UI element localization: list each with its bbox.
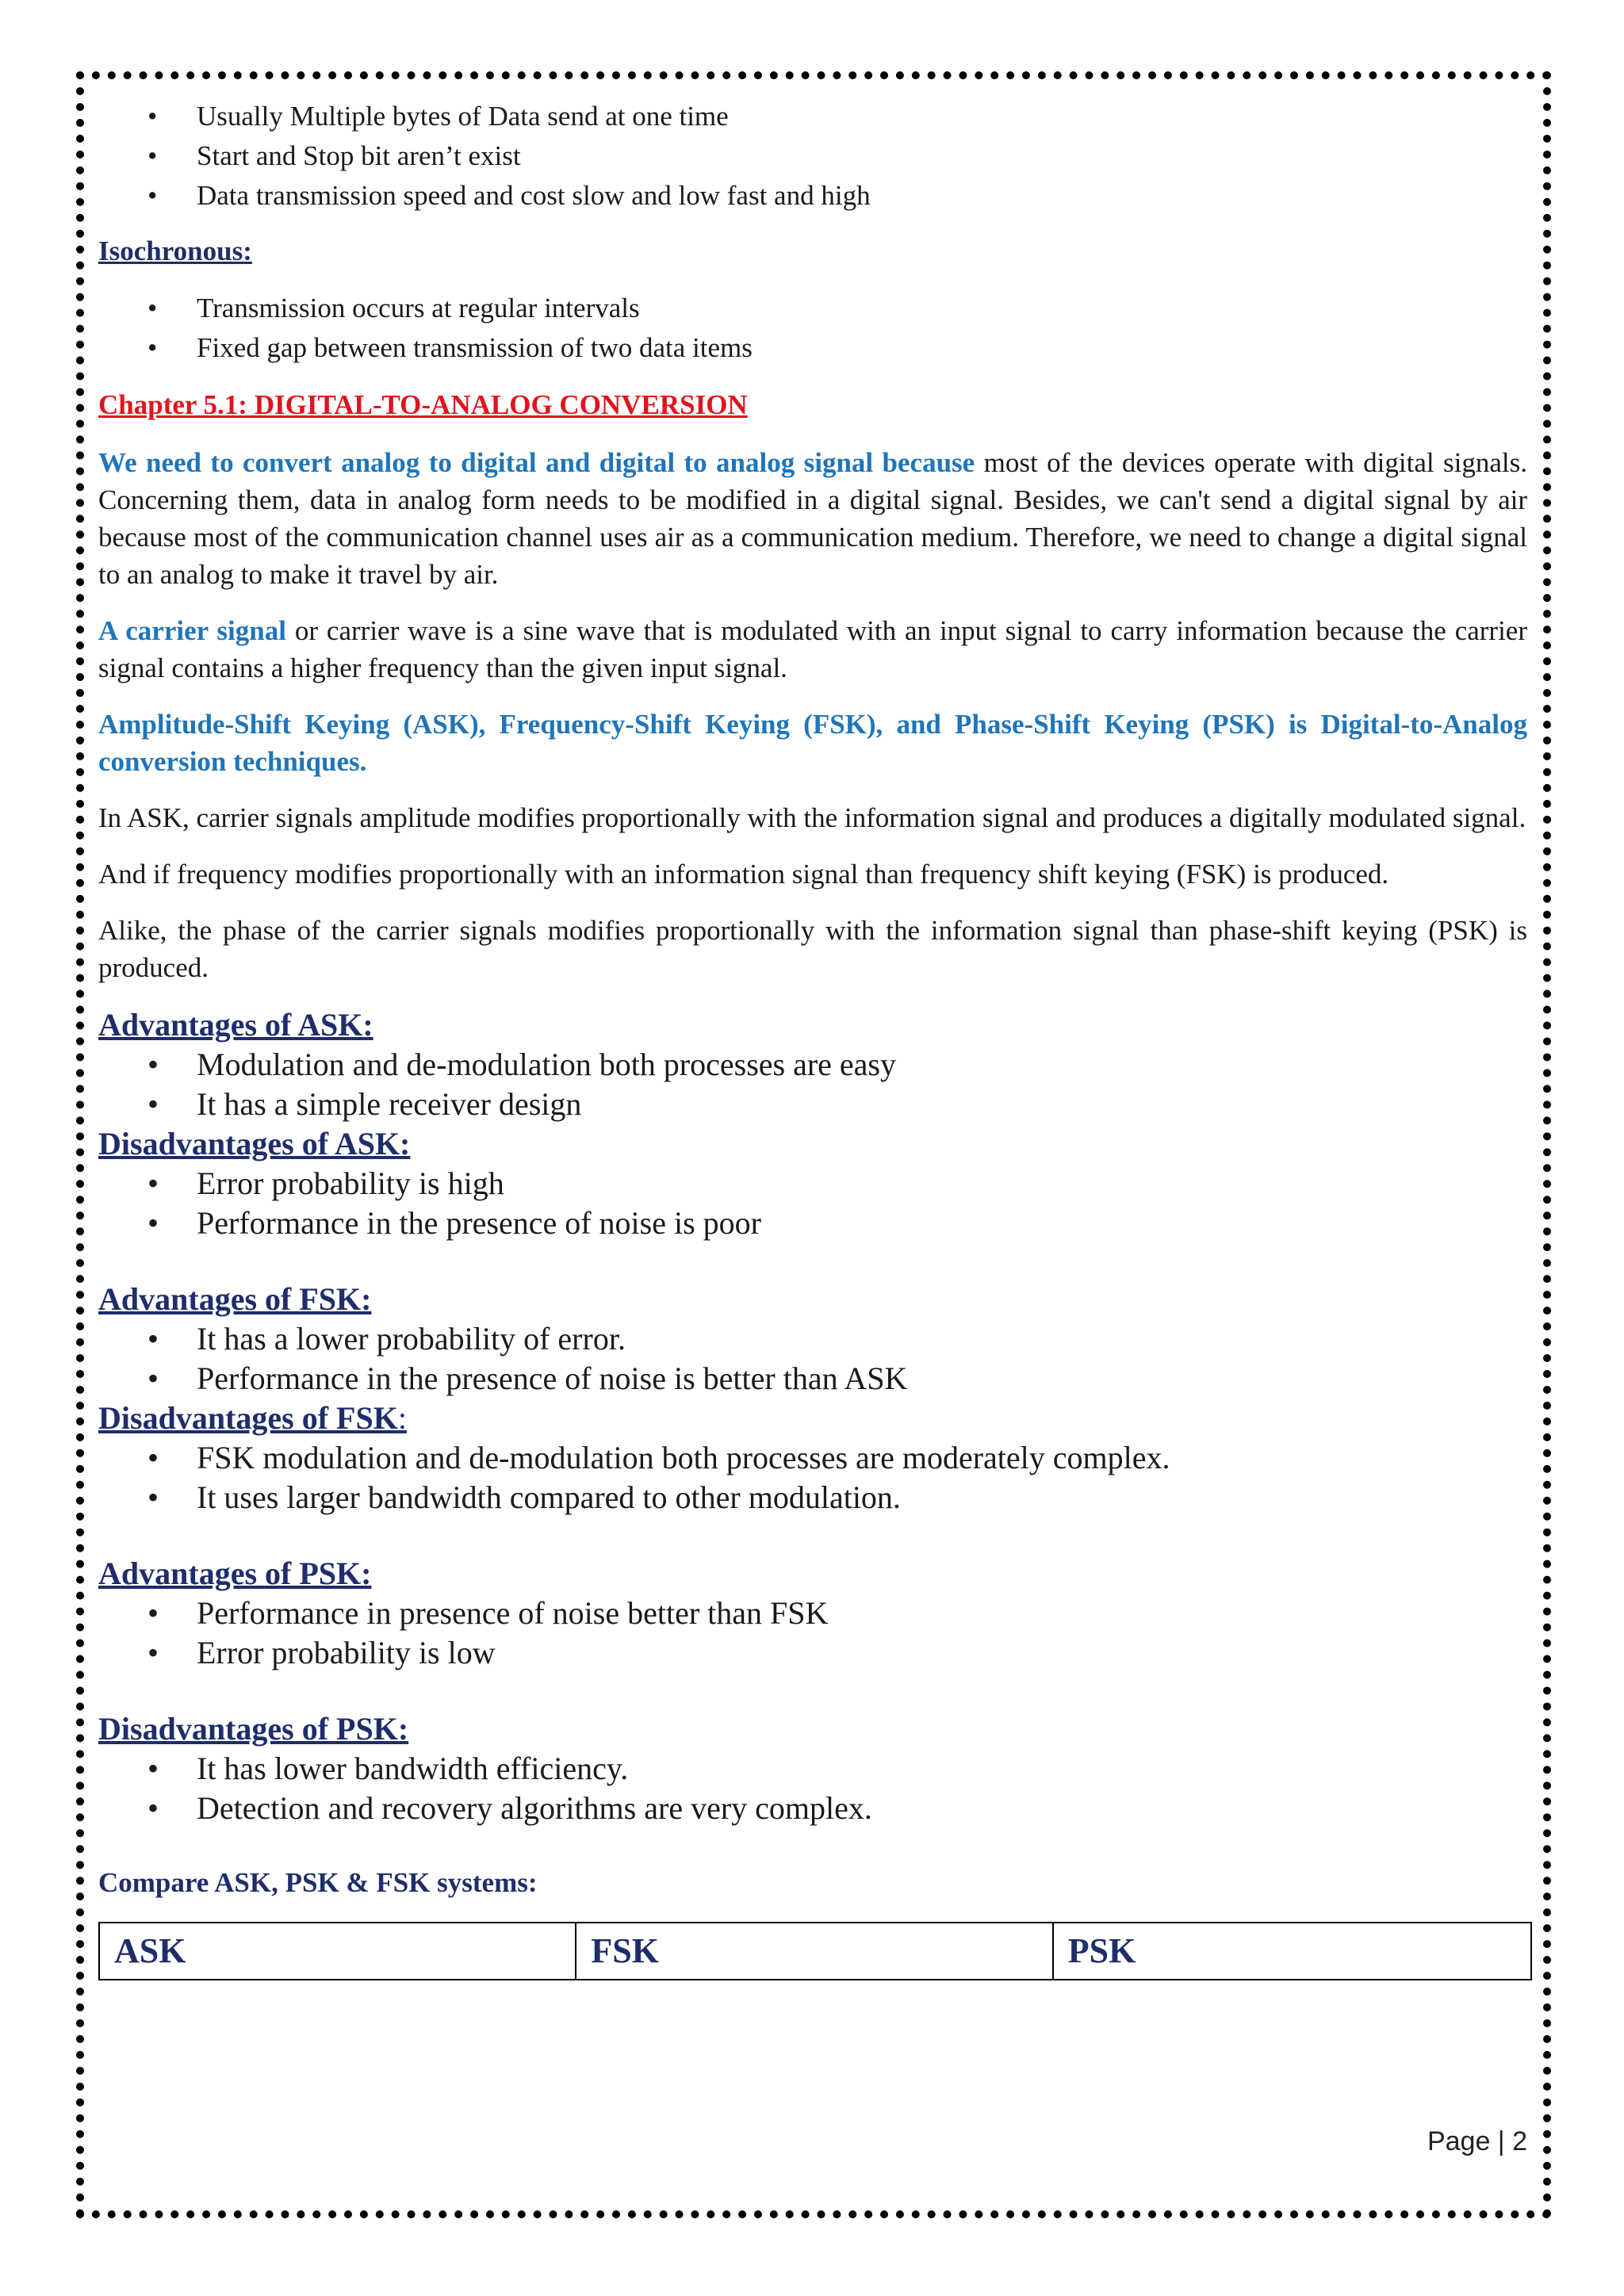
paragraph-conversion-need — [98, 444, 1527, 593]
chapter-heading: Chapter 5.1: DIGITAL-TO-ANALOG CONVERSION — [98, 389, 748, 420]
isochronous-bullet-list — [98, 289, 1527, 368]
list-item: • Error probability is high — [98, 1164, 1527, 1203]
fsk-disadvantages-heading — [98, 1399, 1527, 1438]
heading-colon: : — [397, 1400, 407, 1436]
list-item: • Error probability is low — [98, 1633, 1527, 1673]
ask-advantages-heading: Advantages of ASK: — [98, 1007, 373, 1043]
highlight-text: We need to convert analog to digital and digital to analog signal because — [98, 447, 975, 478]
table-header-psk: PSK — [1053, 1923, 1531, 1980]
list-item: • It has lower bandwidth efficiency. — [98, 1749, 1527, 1789]
list-item: • FSK modulation and de-modulation both processes are moderately complex. — [98, 1438, 1527, 1478]
list-item: • Performance in the presence of noise is poor — [98, 1203, 1527, 1243]
list-item: • Detection and recovery algorithms are very complex. — [98, 1789, 1527, 1828]
paragraph-text: most of the devices operate with digital signals. Concerning them, data in analog form needs to be modified in a digital signal. Besides, we can't send a digital signal by air because most of the communication channel uses air as a communication medium. Therefore, we need to change a digital signal to an analog to make it travel by air. — [98, 447, 1527, 590]
page-number: Page | 2 — [1427, 2126, 1527, 2156]
fsk-disadvantages-list — [98, 1438, 1527, 1517]
intro-bullet-list — [98, 97, 1527, 216]
paragraph-fsk: And if frequency modifies proportionally with an information signal than frequency shift keying (FSK) is produced. — [98, 859, 1389, 890]
list-item: • It has a simple receiver design — [98, 1085, 1527, 1124]
isochronous-heading: Isochronous: — [98, 235, 252, 266]
fsk-advantages-list — [98, 1319, 1527, 1399]
ask-disadvantages-heading: Disadvantages of ASK: — [98, 1126, 411, 1161]
table-header-row — [99, 1923, 1531, 1980]
paragraph-ask: In ASK, carrier signals amplitude modifies proportionally with the information signal and produces a digitally modulated signal. — [98, 802, 1526, 833]
paragraph-text: or carrier wave is a sine wave that is modulated with an input signal to carry information because the carrier signal contains a higher frequency than the given input signal. — [98, 615, 1528, 683]
psk-disadvantages-heading: Disadvantages of PSK: — [98, 1711, 409, 1747]
list-item: • Start and Stop bit aren’t exist — [98, 136, 1527, 176]
list-item: • Data transmission speed and cost slow and low fast and high — [98, 176, 1527, 216]
list-item: • It uses larger bandwidth compared to other modulation. — [98, 1478, 1527, 1517]
compare-table — [98, 1922, 1532, 1980]
list-item: • Modulation and de-modulation both processes are easy — [98, 1045, 1527, 1085]
document-body — [98, 97, 1527, 1980]
ask-disadvantages-list — [98, 1164, 1527, 1243]
table-header-ask: ASK — [99, 1923, 576, 1980]
fsk-disadvantages-title: Disadvantages of FSK — [98, 1400, 398, 1436]
paragraph-psk: Alike, the phase of the carrier signals modifies proportionally with the information signal than phase-shift keying (PSK) is produced. — [98, 915, 1527, 983]
fsk-advantages-heading: Advantages of FSK: — [98, 1281, 372, 1317]
paragraph-techniques: Amplitude-Shift Keying (ASK), Frequency-Shift Keying (FSK), and Phase-Shift Keying (PSK) is Digital-to-Analog conversion techniques. — [98, 709, 1527, 777]
psk-disadvantages-list — [98, 1749, 1527, 1828]
ask-advantages-list — [98, 1045, 1527, 1124]
psk-advantages-list — [98, 1594, 1527, 1673]
highlight-text: A carrier signal — [98, 615, 286, 646]
list-item: • It has a lower probability of error. — [98, 1319, 1527, 1359]
list-item: • Usually Multiple bytes of Data send at one time — [98, 97, 1527, 136]
paragraph-carrier-signal — [98, 612, 1527, 687]
list-item: • Performance in the presence of noise is better than ASK — [98, 1359, 1527, 1399]
psk-advantages-heading: Advantages of PSK: — [98, 1556, 372, 1591]
list-item: • Fixed gap between transmission of two data items — [98, 328, 1527, 368]
compare-heading: Compare ASK, PSK & FSK systems: — [98, 1867, 538, 1898]
table-header-fsk: FSK — [576, 1923, 1052, 1980]
list-item: • Performance in presence of noise better than FSK — [98, 1594, 1527, 1633]
list-item: • Transmission occurs at regular intervals — [98, 289, 1527, 328]
